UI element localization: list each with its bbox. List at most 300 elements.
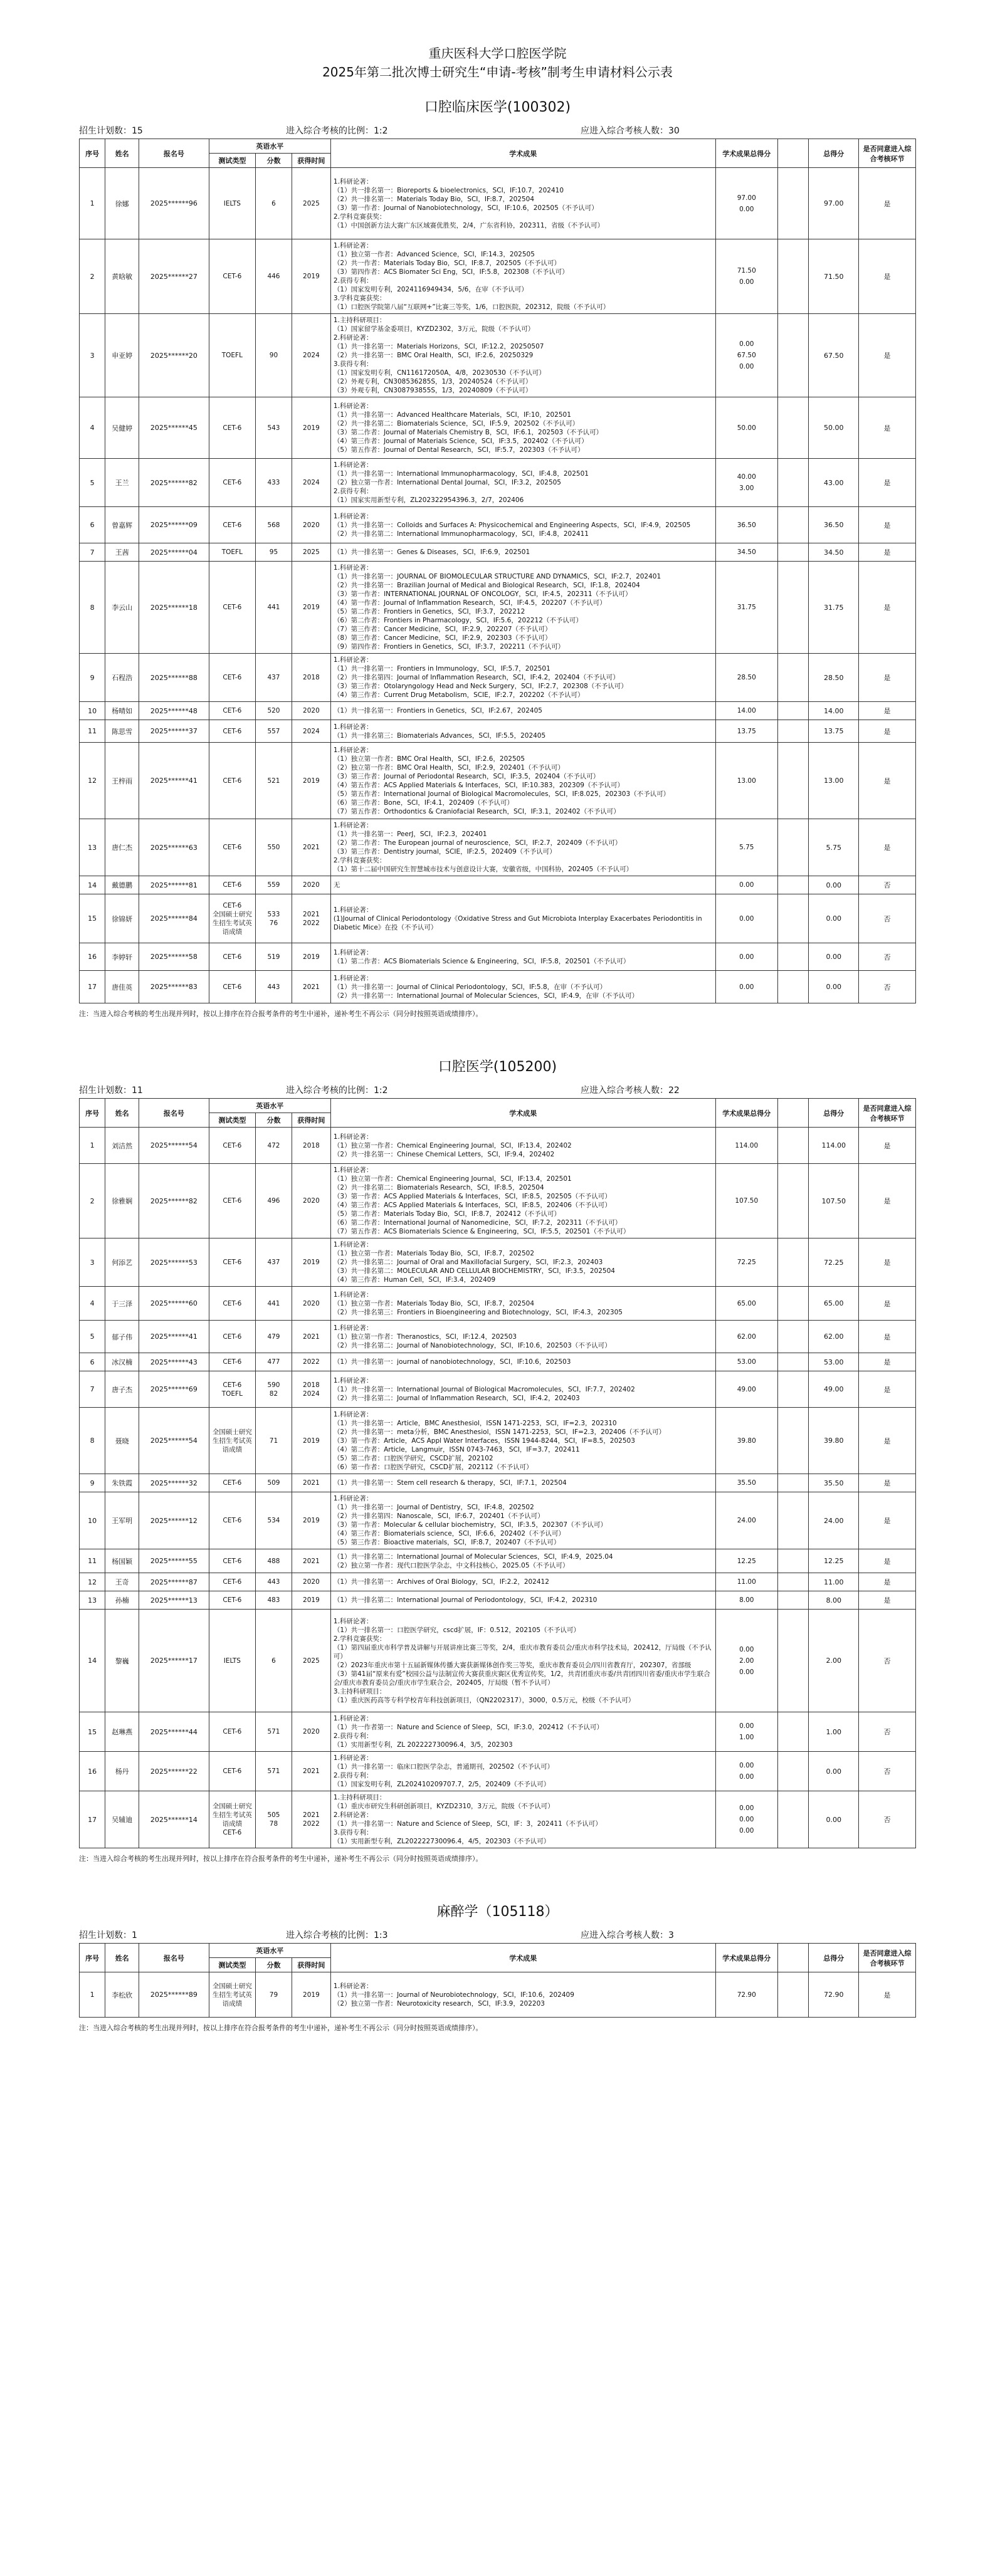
cell-eng-date	[292, 1712, 330, 1752]
merit-value: 0.00	[739, 1804, 754, 1812]
cell-seq: 1	[80, 1128, 105, 1164]
achievement-line: 1.科研论著：	[333, 461, 373, 469]
cell-eng-date	[292, 1353, 330, 1371]
cell-merit	[715, 1353, 777, 1371]
cell-eng-date	[292, 1610, 330, 1712]
cell-blank	[777, 819, 809, 876]
eng-score-line: 82	[269, 1390, 278, 1398]
cell-achievement	[330, 819, 715, 876]
achievement-line: （2）共一排名第三：Frontiers in Bioengineering and Biotechnology，SCI，IF:4.3，202305	[333, 1308, 623, 1316]
eng-type-line: CET-6	[223, 1557, 242, 1565]
cell-enter: 是	[859, 507, 916, 543]
achievement-line: 1.科研论著：	[333, 1617, 373, 1625]
cell-eng-score	[256, 1752, 292, 1791]
cell-eng-score	[256, 1972, 292, 2018]
merit-value: 8.00	[739, 1596, 754, 1604]
achievement-line: 1.科研论著：	[333, 906, 373, 914]
col-eng-date: 获得时间	[292, 1113, 330, 1128]
achievement-line: （2）独立第一作者：International Dental Journal，SCI，IF:3.2，202505	[333, 479, 561, 486]
cell-enter: 是	[859, 562, 916, 654]
achievement-line: （1）国家发明专利，ZL202410209707.7，2/5，202409（不予认可）	[333, 1781, 550, 1788]
eng-score-line: 79	[269, 1991, 278, 1999]
cell-regno: 2025******04	[139, 543, 209, 562]
cell-eng-type	[209, 1610, 255, 1712]
achievement-line: （1）共一排名第一：Journal of Clinical Periodontology，SCI，IF:5.8，在审（不予认可）	[333, 983, 607, 991]
cell-name: 朱铁霞	[105, 1474, 139, 1492]
achievement-line: 3.获得专利：	[333, 1829, 373, 1836]
achievement-line: 1.科研论著：	[333, 1376, 373, 1385]
cell-eng-type	[209, 894, 255, 943]
cell-achievement	[330, 1591, 715, 1610]
cell-name: 刘洁然	[105, 1128, 139, 1164]
cell-seq: 4	[80, 1287, 105, 1321]
cell-eng-score	[256, 1591, 292, 1610]
achievement-line: 1.主持科研项目：	[333, 1794, 386, 1801]
achievement-line: （1）共一排名第一：Article，BMC Anesthesiol，ISSN 1471-2253，SCI，IF=2.3，202310	[333, 1419, 617, 1427]
cell-name: 王兰	[105, 459, 139, 507]
cell-total: 39.80	[809, 1408, 859, 1474]
eng-date-line: 2021	[303, 983, 320, 991]
eng-type-line: CET-6	[223, 1596, 242, 1604]
eng-type-line: CET-6	[223, 1578, 242, 1586]
eng-type-line: CET-6	[223, 1197, 242, 1205]
cell-blank	[777, 1164, 809, 1238]
table-note: 注：当进入综合考核的考生出现并列时，按以上排序在符合报考条件的考生中递补，递补考生不再公示（同分时按照英语成绩排序）。	[79, 1855, 483, 1863]
eng-date-line: 2020	[303, 881, 320, 889]
cell-name: 赵琳燕	[105, 1712, 139, 1752]
cell-eng-date	[292, 1492, 330, 1549]
cell-enter: 是	[859, 1591, 916, 1610]
eng-score-line: 505	[267, 1811, 280, 1819]
cell-merit	[715, 702, 777, 720]
merit-value: 0.00	[739, 278, 754, 286]
cell-name: 唐子杰	[105, 1371, 139, 1408]
col-english: 英语水平	[209, 1944, 330, 1958]
achievement-line: （1）实用新型专利，ZL 202222730096.4，3/5，202303	[333, 1741, 513, 1749]
section-title: 口腔临床医学(100302)	[424, 100, 571, 115]
table-row	[80, 1128, 916, 1164]
achievement-line: （7）第五作者：ACS Biomaterials Science & Engineering，SCI，IF:5.5，202501（不予认可）	[333, 1228, 630, 1235]
cell-eng-date	[292, 1474, 330, 1492]
cell-enter: 否	[859, 1752, 916, 1791]
cell-seq: 9	[80, 654, 105, 702]
cell-seq: 7	[80, 1371, 105, 1408]
cell-eng-date	[292, 971, 330, 1003]
cell-achievement	[330, 1610, 715, 1712]
cell-blank	[777, 743, 809, 819]
achievement-line: （3）外观专利，CN308793855S，1/3，20240809（不予认可）	[333, 387, 532, 394]
achievement-line: 1.科研论著：	[333, 1982, 373, 1990]
cell-blank	[777, 543, 809, 562]
cell-name: 唐佳英	[105, 971, 139, 1003]
eng-score-line: 559	[267, 881, 280, 889]
cell-regno: 2025******12	[139, 1492, 209, 1549]
cell-achievement	[330, 1287, 715, 1321]
cell-enter: 是	[859, 314, 916, 397]
eng-type-line: 全国硕士研究生招生考试英语成绩	[212, 1428, 252, 1453]
cell-achievement	[330, 1474, 715, 1492]
cell-name: 王梓雨	[105, 743, 139, 819]
cell-seq: 6	[80, 1353, 105, 1371]
cell-blank	[777, 654, 809, 702]
cell-regno: 2025******58	[139, 943, 209, 971]
achievement-line: （1）共一排名第一：口腔医学研究，cscd扩展，IF：0.512，202105（不予认可）	[333, 1626, 581, 1634]
cell-regno: 2025******27	[139, 239, 209, 314]
cell-achievement	[330, 743, 715, 819]
cell-total: 72.25	[809, 1238, 859, 1287]
cell-total: 0.00	[809, 894, 859, 943]
cell-total: 67.50	[809, 314, 859, 397]
cell-total: 0.00	[809, 943, 859, 971]
cell-name: 曾嘉辉	[105, 507, 139, 543]
cell-seq: 16	[80, 1752, 105, 1791]
cell-eng-date	[292, 1128, 330, 1164]
col-regno: 报名号	[139, 1944, 209, 1972]
cell-enter: 是	[859, 720, 916, 743]
table-row	[80, 1752, 916, 1791]
cell-name: 何添艺	[105, 1238, 139, 1287]
eng-type-line: CET-6	[223, 1829, 242, 1836]
cell-merit	[715, 876, 777, 894]
merit-value: 0.00	[739, 983, 754, 991]
eng-score-line: 441	[267, 604, 280, 611]
cell-eng-type	[209, 1164, 255, 1238]
cell-blank	[777, 1591, 809, 1610]
eng-score-line: 590	[267, 1381, 280, 1389]
merit-value: 72.90	[737, 1991, 756, 1999]
cell-eng-type	[209, 702, 255, 720]
cell-merit	[715, 1408, 777, 1474]
cell-achievement	[330, 1128, 715, 1164]
achievement-line: 3.学科竞赛获奖：	[333, 295, 386, 302]
cell-merit	[715, 1791, 777, 1848]
eng-score-line: 519	[267, 953, 280, 961]
merit-value: 36.50	[737, 521, 756, 529]
cell-total: 62.00	[809, 1321, 859, 1353]
cell-eng-date	[292, 1591, 330, 1610]
merit-value: 28.50	[737, 674, 756, 681]
achievement-line: （4）第三作者：Biomaterials science，SCI，IF:6.6，202402（不予认可）	[333, 1530, 566, 1537]
col-achievement: 学术成果	[330, 1099, 715, 1128]
merit-value: 31.75	[737, 604, 756, 611]
eng-type-line: IELTS	[223, 199, 241, 207]
cell-name: 李婷轩	[105, 943, 139, 971]
cell-enter: 是	[859, 1573, 916, 1591]
table-row	[80, 876, 916, 894]
achievement-line: （1）独立第一作者：Chemical Engineering Journal，SCI，IF:13.4，202402	[333, 1141, 572, 1149]
cell-eng-date	[292, 1791, 330, 1848]
merit-value: 0.00	[739, 1816, 754, 1823]
cell-regno: 2025******09	[139, 507, 209, 543]
table-row	[80, 654, 916, 702]
eng-date-line: 2021	[303, 1333, 320, 1341]
cell-regno: 2025******55	[139, 1549, 209, 1573]
eng-type-line: CET-6	[223, 273, 242, 280]
cell-eng-type	[209, 1238, 255, 1287]
cell-eng-date	[292, 1238, 330, 1287]
achievement-line: （4）第三作者：ACS Applied Materials & Interfaces，SCI，IF:8.5，202406（不予认可）	[333, 1202, 611, 1209]
table-row	[80, 720, 916, 743]
achievement-line: （8）第三作者：Cancer Medicine，SCI，IF:2.9，202303（不予认可）	[333, 634, 552, 642]
merit-value: 11.00	[737, 1578, 756, 1586]
achievement-line: 1.科研论著：	[333, 948, 373, 956]
cell-seq: 6	[80, 507, 105, 543]
col-regno: 报名号	[139, 139, 209, 168]
cell-eng-type	[209, 507, 255, 543]
cell-blank	[777, 507, 809, 543]
cell-merit	[715, 397, 777, 459]
cell-name: 冰汉楠	[105, 1353, 139, 1371]
cell-name: 陈思雪	[105, 720, 139, 743]
achievement-line: （1）共一排名第二：International Journal of Molecular Sciences，SCI，IF:4.9，2025.04	[333, 1552, 613, 1561]
achievement-line: （1）共一排名第一：JOURNAL OF BIOMOLECULAR STRUCTURE AND DYNAMICS，SCI，IF:2.7，202401	[333, 573, 661, 580]
cell-enter: 否	[859, 1610, 916, 1712]
cell-blank	[777, 562, 809, 654]
col-achievement: 学术成果	[330, 1944, 715, 1972]
achievement-line: （2）共一排名第四：Nanoscale，SCI，IF:6.7，202401（不予认可）	[333, 1512, 544, 1520]
cell-eng-date	[292, 943, 330, 971]
cell-eng-type	[209, 1371, 255, 1408]
merit-value: 72.25	[737, 1259, 756, 1266]
cell-regno: 2025******69	[139, 1371, 209, 1408]
table-row	[80, 543, 916, 562]
cell-total: 0.00	[809, 971, 859, 1003]
achievement-line: （1）独立第一作者：Materials Today Bio，SCI，IF:8.7，202504	[333, 1299, 535, 1307]
eng-date-line: 2021	[303, 910, 320, 918]
cell-eng-score	[256, 314, 292, 397]
eng-type-line: CET-6	[223, 1767, 242, 1775]
cell-name: 于三泽	[105, 1287, 139, 1321]
col-merit: 学术成果总得分	[715, 1944, 777, 1972]
eng-score-line: 483	[267, 1596, 280, 1604]
cell-enter: 是	[859, 654, 916, 702]
cell-achievement	[330, 1492, 715, 1549]
eng-score-line: 543	[267, 424, 280, 432]
cell-blank	[777, 702, 809, 720]
cell-merit	[715, 971, 777, 1003]
cell-eng-score	[256, 168, 292, 239]
cell-achievement	[330, 1353, 715, 1371]
cell-merit	[715, 1128, 777, 1164]
cell-total: 1.00	[809, 1712, 859, 1752]
achievement-line: （3）共一排名第二：MOLECULAR AND CELLULAR BIOCHEMISTRY，SCI，IF:3.5，202504	[333, 1267, 615, 1275]
cell-regno: 2025******20	[139, 314, 209, 397]
achievement-line: 2.获得专利：	[333, 1732, 373, 1740]
merit-value: 24.00	[737, 1517, 756, 1524]
cell-eng-type	[209, 1752, 255, 1791]
achievement-line: （1）共一排名第一：PeerJ，SCI，IF:2.3，202401	[333, 830, 487, 838]
achievement-line: 2.科研论著：	[333, 1811, 373, 1819]
cell-name: 吴健婷	[105, 397, 139, 459]
achievement-line: （4）第五作者：ACS Applied Materials & Interfaces，SCI，IF:10.383，202309（不予认可）	[333, 781, 624, 789]
eng-date-line: 2025	[303, 548, 320, 556]
cell-seq: 1	[80, 168, 105, 239]
cell-eng-date	[292, 507, 330, 543]
achievement-line: （4）第三作者：Current Drug Metabolism，SCIE，IF:2.7，202202（不予认可）	[333, 691, 584, 699]
cell-eng-date	[292, 459, 330, 507]
eng-score-line: 437	[267, 674, 280, 681]
cell-blank	[777, 239, 809, 314]
table-row	[80, 943, 916, 971]
eng-type-line: CET-6	[223, 479, 242, 486]
cell-enter: 是	[859, 1408, 916, 1474]
achievement-line: （6）第三作者：Bone，SCI，IF:4.1，202409（不予认可）	[333, 798, 514, 807]
cell-eng-date	[292, 702, 330, 720]
eng-type-line: CET-6	[223, 983, 242, 991]
achievement-line: 1.科研论著：	[333, 1410, 373, 1418]
achievement-line: （1）共一排名第一：Materials Horizons，SCI，IF:12.2，20250507	[333, 343, 544, 350]
achievement-line: 1.科研论著：	[333, 564, 373, 572]
cell-seq: 8	[80, 562, 105, 654]
eng-score-line: 477	[267, 1358, 280, 1366]
eng-type-line: CET-6	[223, 901, 242, 909]
table-row	[80, 314, 916, 397]
cell-total: 2.00	[809, 1610, 859, 1712]
cell-merit	[715, 1287, 777, 1321]
plan-line	[79, 1082, 916, 1098]
cell-merit	[715, 943, 777, 971]
achievement-line: （2）共一排名第二：Journal of Nanobiotechnology，SCI，IF:10.6，202503（不予认可）	[333, 1341, 611, 1349]
eng-type-line: CET-6	[223, 1299, 242, 1307]
cell-eng-score	[256, 1549, 292, 1573]
achievement-line: 1.科研论著：	[333, 1241, 373, 1249]
achievement-line: 1.科研论著：	[333, 1324, 373, 1332]
cell-regno: 2025******82	[139, 459, 209, 507]
cell-enter: 是	[859, 168, 916, 239]
merit-value: 13.00	[737, 777, 756, 785]
eng-date-line: 2020	[303, 521, 320, 529]
cell-seq: 16	[80, 943, 105, 971]
merit-value: 0.00	[739, 1722, 754, 1730]
cell-total: 28.50	[809, 654, 859, 702]
cell-merit	[715, 1321, 777, 1353]
cell-seq: 11	[80, 720, 105, 743]
cell-eng-score	[256, 543, 292, 562]
merit-value: 0.00	[739, 1827, 754, 1835]
col-blank	[777, 1944, 809, 1972]
col-eng-type: 测试类型	[209, 1958, 255, 1972]
achievement-line: 无	[333, 881, 340, 889]
table-row	[80, 459, 916, 507]
cell-blank	[777, 459, 809, 507]
cell-achievement	[330, 314, 715, 397]
cell-total: 31.75	[809, 562, 859, 654]
eng-date-line: 2020	[303, 707, 320, 715]
cell-merit	[715, 1752, 777, 1791]
cell-seq: 15	[80, 894, 105, 943]
cell-blank	[777, 1128, 809, 1164]
eng-date-line: 2019	[303, 1991, 320, 1999]
plan-count: 招生计划数：1	[79, 1930, 137, 1940]
cell-seq: 10	[80, 1492, 105, 1549]
achievement-line: （1）共一排名第一：Advanced Healthcare Materials，SCI，IF:10，202501	[333, 411, 571, 419]
col-total: 总得分	[809, 1099, 859, 1128]
eng-type-line: CET-6	[223, 1517, 242, 1524]
cell-achievement	[330, 543, 715, 562]
achievement-line: （2）共一排名第一：Materials Today Bio，SCI，IF:8.7，202504	[333, 195, 535, 203]
cell-eng-date	[292, 543, 330, 562]
achievement-line: （1）国家发明专利，2024116949434，5/6，在审（不予认可）	[333, 286, 528, 293]
achievement-line: 1.科研论著：	[333, 512, 373, 520]
achievement-line: 2.学科竞赛获奖：	[333, 857, 386, 864]
cell-eng-score	[256, 397, 292, 459]
applicant-table	[79, 1098, 916, 1848]
achievement-line: （1）共一排名第一：Journal of Neurobiotechnology，SCI，IF:10.6，202409	[333, 1991, 574, 1999]
table-row	[80, 894, 916, 943]
cell-regno: 2025******54	[139, 1408, 209, 1474]
cell-achievement	[330, 1972, 715, 2018]
cell-enter: 是	[859, 1128, 916, 1164]
cell-eng-type	[209, 562, 255, 654]
eng-type-line: CET-6	[223, 424, 242, 432]
cell-regno: 2025******81	[139, 876, 209, 894]
eng-type-line: CET-6	[223, 777, 242, 785]
cell-total: 14.00	[809, 702, 859, 720]
achievement-line: 2.获得专利：	[333, 277, 373, 285]
cell-eng-score	[256, 894, 292, 943]
achievement-line: 1.科研论著：	[333, 1291, 373, 1299]
plan-line	[79, 122, 916, 139]
achievement-line: （5）第五作者：International Journal of Biological Macromolecules，SCI，IF:8.025，202303（不予认可）	[333, 790, 670, 798]
cell-eng-date	[292, 1972, 330, 2018]
eng-date-line: 2024	[303, 352, 320, 359]
achievement-line: （5）第二作者：口腔医学研究，CSCD扩展，202102	[333, 1454, 493, 1462]
table-row	[80, 1591, 916, 1610]
table-row	[80, 1712, 916, 1752]
eng-score-line: 76	[269, 919, 278, 927]
achievement-line: （9）第四作者：Frontiers in Genetics，SCI，IF:3.7，202211（不予认可）	[333, 643, 565, 651]
cell-blank	[777, 1972, 809, 2018]
cell-blank	[777, 397, 809, 459]
merit-value: 0.00	[739, 1762, 754, 1769]
eng-date-line: 2019	[303, 1437, 320, 1445]
cell-seq: 10	[80, 702, 105, 720]
cell-merit	[715, 743, 777, 819]
eng-date-line: 2019	[303, 424, 320, 432]
cell-blank	[777, 720, 809, 743]
col-eng-score: 分数	[256, 1958, 292, 1972]
cell-achievement	[330, 1408, 715, 1474]
merit-value: 62.00	[737, 1333, 756, 1341]
cell-enter: 是	[859, 239, 916, 314]
table-row	[80, 702, 916, 720]
table-row	[80, 1321, 916, 1353]
achievement-line: （1）国家留学基金委项目，KYZD2302，3万元，院级（不予认可）	[333, 325, 535, 333]
eng-type-line: CET-6	[223, 521, 242, 529]
merit-value: 35.50	[737, 1479, 756, 1487]
achievement-line: 1.科研论著：	[333, 242, 373, 249]
cell-total: 65.00	[809, 1287, 859, 1321]
table-row	[80, 1610, 916, 1712]
cell-achievement	[330, 459, 715, 507]
achievement-line: （1）国家实用新型专利，ZL202322954396.3，2/7，202406	[333, 496, 524, 504]
cell-total: 72.90	[809, 1972, 859, 2018]
cell-regno: 2025******48	[139, 702, 209, 720]
cell-eng-score	[256, 971, 292, 1003]
achievement-line: （2）共一排名第二：International Immunopharmacology，SCI，IF:4.8，202411	[333, 530, 589, 538]
cell-achievement	[330, 168, 715, 239]
merit-value: 0.00	[739, 953, 754, 961]
merit-value: 0.00	[739, 205, 754, 213]
table-row	[80, 1164, 916, 1238]
cell-name: 徐娜	[105, 168, 139, 239]
cell-enter: 否	[859, 943, 916, 971]
merit-value: 0.00	[739, 340, 754, 348]
cell-blank	[777, 168, 809, 239]
cell-eng-type	[209, 1972, 255, 2018]
col-total: 总得分	[809, 139, 859, 168]
cell-eng-type	[209, 1492, 255, 1549]
